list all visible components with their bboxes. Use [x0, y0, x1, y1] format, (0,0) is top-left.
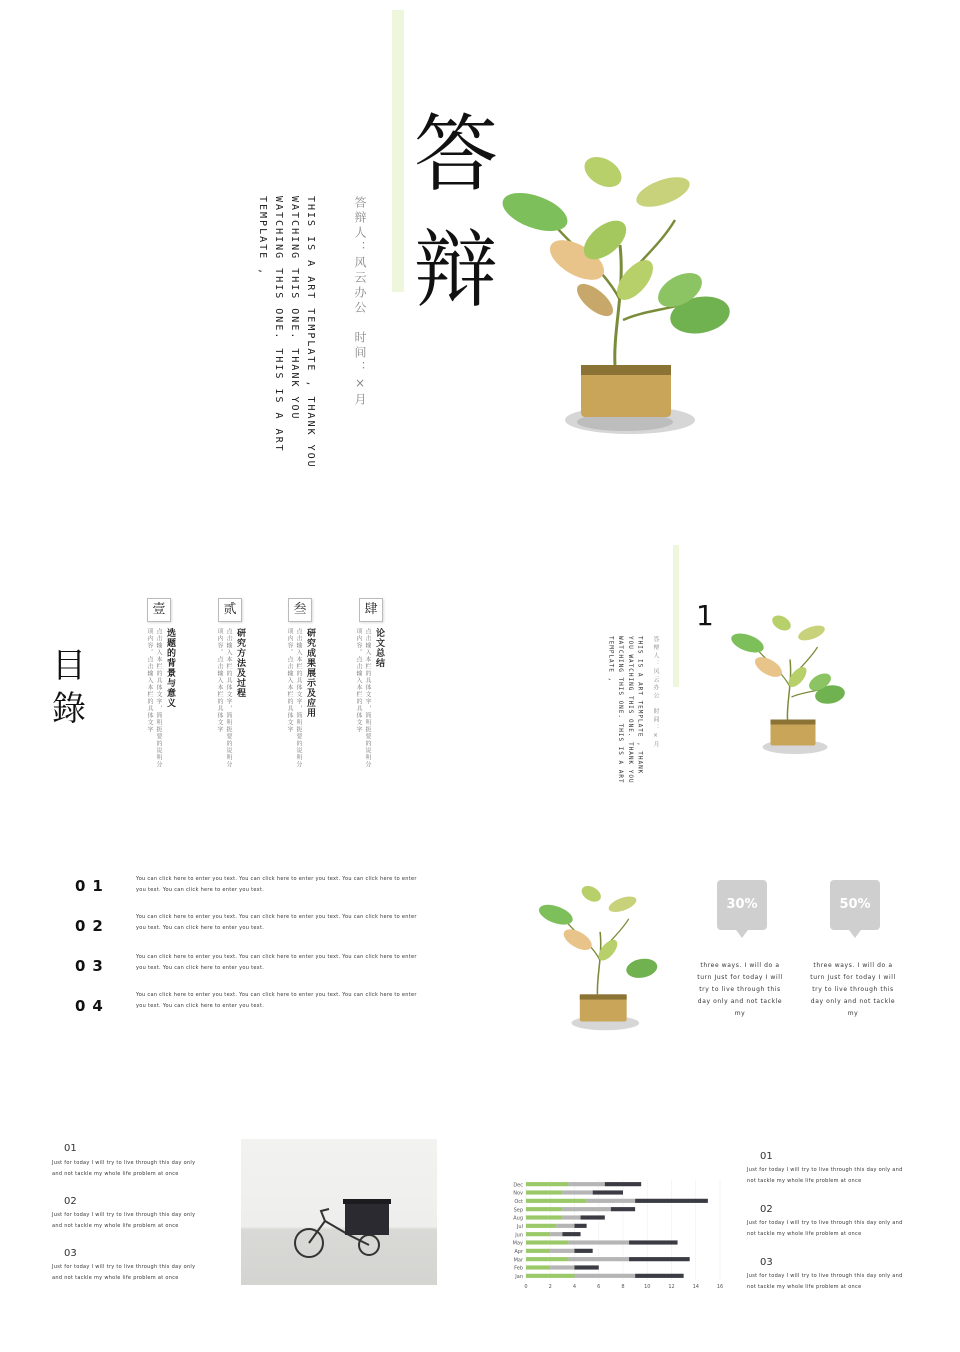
photo-item-number-3: 03: [64, 1248, 77, 1259]
accent-bar: [392, 10, 404, 292]
chart-bar-segment: [526, 1249, 550, 1253]
chart-category-label: Jan: [515, 1273, 523, 1280]
chart-bar-segment: [605, 1182, 641, 1186]
slide-numbered-list: [0, 830, 480, 1090]
chart-bar-segment: [568, 1257, 629, 1261]
toc-title-char-2: 錄: [52, 689, 86, 729]
list-text-2[interactable]: You can click here to enter you text. You can click here to enter you text. You can click here to enter you text. You can click here to enter you text.: [136, 914, 417, 931]
slide-photo: [0, 1110, 480, 1352]
chart-bar-segment: [562, 1207, 611, 1211]
presenter-meta: 答辩人：风云办公 时间：×月: [353, 196, 367, 408]
chart-x-tick-label: 16: [716, 1284, 724, 1290]
toc-desc-4: 点击输入本栏的具体文字，简明扼要的说明分项内容。点击输入本栏的具体文字: [355, 628, 371, 768]
bubble-tail-2: [849, 930, 861, 938]
chart-item-number-1: 01: [760, 1151, 773, 1162]
chart-bar-segment: [562, 1190, 592, 1194]
accent-bar: [673, 545, 679, 687]
chart-bar-segment: [550, 1249, 574, 1253]
toc-mark-2: 贰: [218, 598, 242, 622]
chart-bar-segment: [593, 1190, 623, 1194]
slide-table-of-contents: [0, 540, 480, 810]
chart-bar-segment: [635, 1199, 708, 1203]
photo-item-text-2: Just for today I will try to live through this day only and not tackle my whole life problem at once: [52, 1212, 196, 1229]
potted-plant-illustration: [535, 863, 660, 1058]
toc-title-char-1: 目: [52, 646, 86, 686]
chart-item-text-2: Just for today I will try to live through this day only and not tackle my whole life problem at once: [747, 1220, 903, 1237]
cargo-bike-icon: [241, 1139, 437, 1285]
title-char-1: 答: [414, 105, 499, 203]
section-meta: 答辩人：风云办公 时间：×月: [652, 636, 659, 749]
horizontal-stacked-bar-chart: [510, 1176, 730, 1296]
chart-x-tick-label: 14: [692, 1284, 699, 1290]
toc-desc-3: 点击输入本栏的具体文字，简明扼要的说明分项内容。点击输入本栏的具体文字: [286, 628, 302, 768]
slide-chart: [480, 1110, 960, 1352]
toc-heading-1[interactable]: 选题的背景与意义: [165, 628, 175, 708]
photo-item-number-1: 01: [64, 1143, 77, 1154]
chart-bar-segment: [526, 1257, 568, 1261]
photo-item-text-3: Just for today I will try to live through this day only and not tackle my whole life problem at once: [52, 1264, 196, 1281]
chart-bar-segment: [526, 1240, 568, 1244]
toc-heading-4[interactable]: 论文总结: [374, 628, 384, 668]
list-text-1[interactable]: You can click here to enter you text. You can click here to enter you text. You can click here to enter you text. You can click here to enter you text.: [136, 876, 417, 893]
toc-mark-3: 叁: [288, 598, 312, 622]
list-number-3: 03: [75, 957, 110, 975]
chart-x-tick-label: 4: [572, 1284, 577, 1290]
chart-item-text-1: Just for today I will try to live through this day only and not tackle my whole life problem at once: [747, 1167, 903, 1184]
bubble-desc-2: three ways. I will do a turn Just for today I will try to live through this day only and not tackle my: [810, 962, 896, 1017]
toc-heading-2[interactable]: 研究方法及过程: [235, 628, 245, 698]
chart-category-label: Dec: [513, 1182, 523, 1189]
chart-category-label: Aug: [513, 1215, 523, 1222]
percent-bubble-1: 30%: [717, 880, 767, 930]
chart-bar-segment: [581, 1215, 605, 1219]
chart-category-label: Apr: [514, 1248, 523, 1255]
chart-bar-segment: [526, 1207, 562, 1211]
chart-bar-segment: [550, 1232, 562, 1236]
chart-bar-segment: [629, 1257, 690, 1261]
chart-bar-segment: [587, 1199, 636, 1203]
chart-bar-segment: [526, 1224, 556, 1228]
slide-section-one: [480, 540, 960, 810]
potted-plant-illustration: [725, 612, 850, 762]
chart-item-text-3: Just for today I will try to live through this day only and not tackle my whole life problem at once: [747, 1273, 903, 1290]
chart-x-tick-label: 0: [524, 1284, 528, 1290]
potted-plant-illustration: [495, 150, 735, 450]
list-text-4[interactable]: You can click here to enter you text. You can click here to enter you text. You can click here to enter you text. You can click here to enter you text.: [136, 992, 417, 1009]
chart-bar-segment: [526, 1265, 550, 1269]
chart-bar-segment: [575, 1274, 636, 1278]
chart-bar-segment: [611, 1207, 635, 1211]
chart-bar-segment: [629, 1240, 678, 1244]
chart-item-number-2: 02: [760, 1204, 773, 1215]
percent-bubble-2: 50%: [830, 880, 880, 930]
bicycle-photo: [241, 1139, 437, 1285]
chart-bar-segment: [568, 1240, 629, 1244]
list-number-2: 02: [75, 917, 110, 935]
bubble-desc-1: three ways. I will do a turn Just for today I will try to live through this day only and not tackle my: [697, 962, 783, 1017]
photo-item-text-1: Just for today I will try to live through this day only and not tackle my whole life problem at once: [52, 1160, 196, 1177]
chart-x-tick-label: 6: [597, 1284, 601, 1290]
chart-category-label: Oct: [514, 1198, 523, 1205]
cover-english-text: THIS IS A ART TEMPLATE , THANK YOU WATCHING THIS ONE. THANK YOU WATCHING THIS ONE. THIS IS A ART TEMPLATE ,: [257, 196, 316, 469]
chart-bar-segment: [575, 1249, 593, 1253]
toc-heading-3[interactable]: 研究成果展示及应用: [305, 628, 315, 718]
toc-mark-1: 壹: [147, 598, 171, 622]
chart-category-label: Jun: [515, 1232, 523, 1239]
list-number-1: 01: [75, 877, 110, 895]
toc-desc-1: 点击输入本栏的具体文字，简明扼要的说明分项内容。点击输入本栏的具体文字: [146, 628, 162, 768]
chart-x-tick-label: 10: [644, 1284, 651, 1290]
toc-mark-4: 肆: [359, 598, 383, 622]
chart-category-label: Sep: [513, 1207, 523, 1214]
title-char-2: 辩: [414, 221, 499, 319]
chart-bar-segment: [526, 1215, 562, 1219]
chart-bar-segment: [575, 1224, 587, 1228]
list-text-3[interactable]: You can click here to enter you text. You can click here to enter you text. You can click here to enter you text. You can click here to enter you text.: [136, 954, 417, 971]
chart-bar-segment: [526, 1199, 587, 1203]
chart-category-label: Mar: [513, 1257, 523, 1264]
chart-x-tick-label: 12: [668, 1284, 675, 1290]
chart-x-tick-label: 2: [548, 1284, 552, 1290]
chart-category-label: Nov: [513, 1190, 523, 1197]
chart-bar-segment: [526, 1182, 568, 1186]
chart-item-number-3: 03: [760, 1257, 773, 1268]
chart-bar-segment: [526, 1232, 550, 1236]
chart-bar-segment: [550, 1265, 574, 1269]
chart-bar-segment: [635, 1274, 684, 1278]
section-number: 1: [696, 599, 714, 632]
chart-x-tick-label: 8: [621, 1284, 625, 1290]
chart-bar-segment: [562, 1232, 580, 1236]
bubble-tail-1: [736, 930, 748, 938]
list-number-4: 04: [75, 997, 110, 1015]
chart-category-label: Feb: [514, 1265, 523, 1272]
chart-bar-segment: [526, 1190, 562, 1194]
chart-category-label: May: [512, 1240, 523, 1247]
slide-percentages: [480, 830, 960, 1090]
slide-cover: [0, 0, 960, 520]
chart-category-label: Jul: [516, 1223, 523, 1230]
chart-bar-segment: [526, 1274, 575, 1278]
chart-bar-segment: [562, 1215, 580, 1219]
chart-bar-segment: [575, 1265, 599, 1269]
chart-bar-segment: [568, 1182, 604, 1186]
section-english-text: THIS IS A ART TEMPLATE , THANK YOU WATCHING THIS ONE. THANK YOU WATCHING THIS ONE. THIS IS A ART TEMPLATE ,: [607, 636, 644, 784]
toc-desc-2: 点击输入本栏的具体文字，简明扼要的说明分项内容。点击输入本栏的具体文字: [216, 628, 232, 768]
photo-item-number-2: 02: [64, 1196, 77, 1207]
chart-bar-segment: [556, 1224, 574, 1228]
